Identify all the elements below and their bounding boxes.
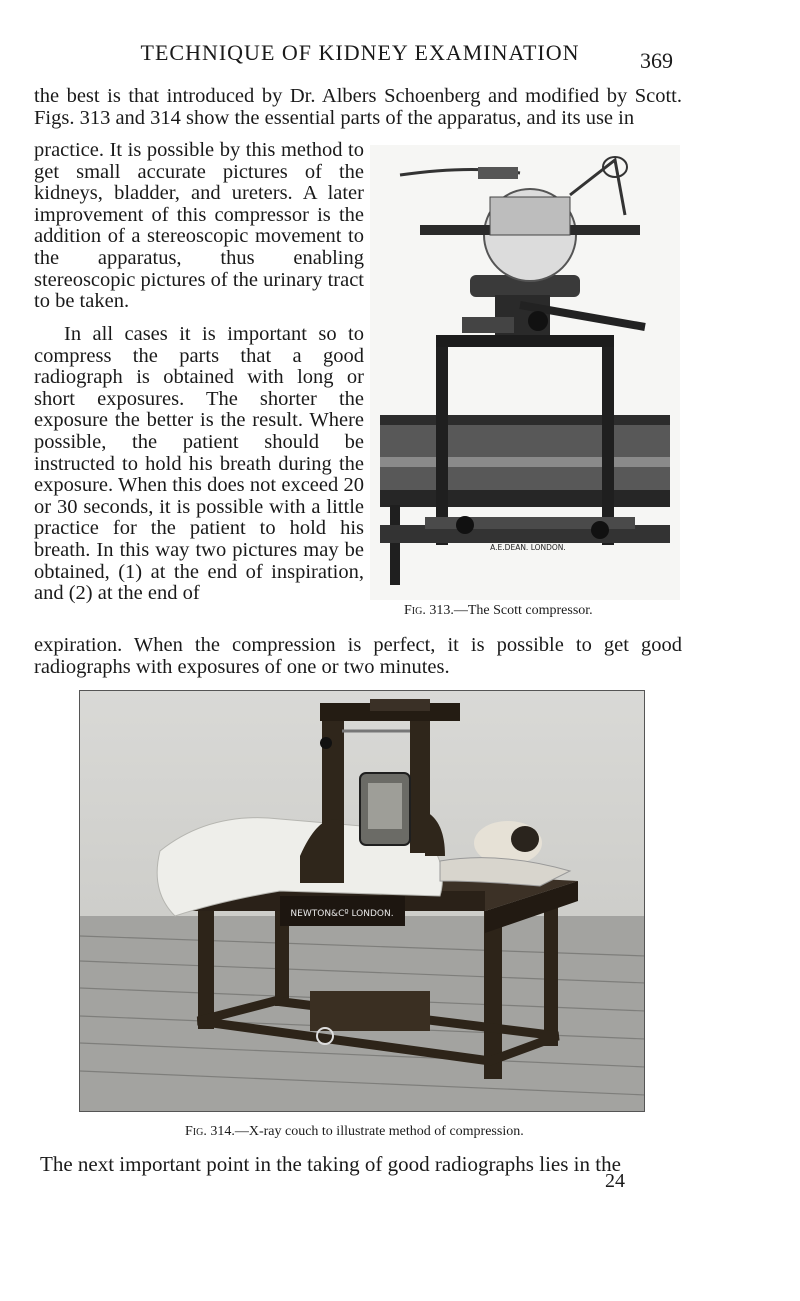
figure-314-caption: Fig. 314.—X-ray couch to illustrate method of compression.	[185, 1124, 524, 1139]
paragraph-1-full-width: the best is that introduced by Dr. Albers Schoenberg and modified by Scott. Figs. 313 and 314 show the essential parts of the apparatus, and its use in	[34, 85, 682, 129]
closing-line: The next important point in the taking of good radiographs lies in the	[40, 1152, 621, 1176]
figure-313-caption: Fig. 313.—The Scott compressor.	[404, 603, 593, 618]
paragraph-1-wrapped: practice. It is possible by this method to get small accurate pictures of the kidneys, bladder, and ureters. A later improvement of this compressor is the addition of a stereoscopic movement to the apparatus, thus enabling stereoscopic pictures of the urinary tract to be taken.	[34, 139, 364, 313]
figure-314-xray-couch	[80, 691, 645, 1112]
maker-plate-313: A.E.DEAN. LONDON.	[490, 543, 566, 552]
figure-314-frame	[79, 690, 645, 1112]
page-number: 369	[640, 48, 673, 73]
crossbar	[436, 335, 614, 347]
figure-313-scott-compressor	[370, 145, 680, 600]
left-upright	[436, 335, 448, 545]
running-title: TECHNIQUE OF KIDNEY EXAMINATION	[140, 40, 580, 65]
paragraph-2-wrapped: In all cases it is important so to compress the parts that a good radiograph is obtained with long or short exposures. The shorter the exposure the better is the result. Where possible, the patient should be instructed to hold his breath during the exposure. When this does not exceed 20 or 30 seconds, it is possible with a little practice for the patient to hold his breath. In this way two pictures may be obtained, (1) at the end of inspiration, and (2) at the end of	[34, 323, 364, 605]
paragraph-2-full-width: expiration. When the compression is perfect, it is possible to get good radiographs with exposures of one or two minutes.	[34, 634, 682, 678]
right-upright	[602, 335, 614, 545]
maker-plate-314: NEWTON&Cº LONDON.	[290, 909, 394, 919]
signature-mark: 24	[605, 1170, 625, 1192]
